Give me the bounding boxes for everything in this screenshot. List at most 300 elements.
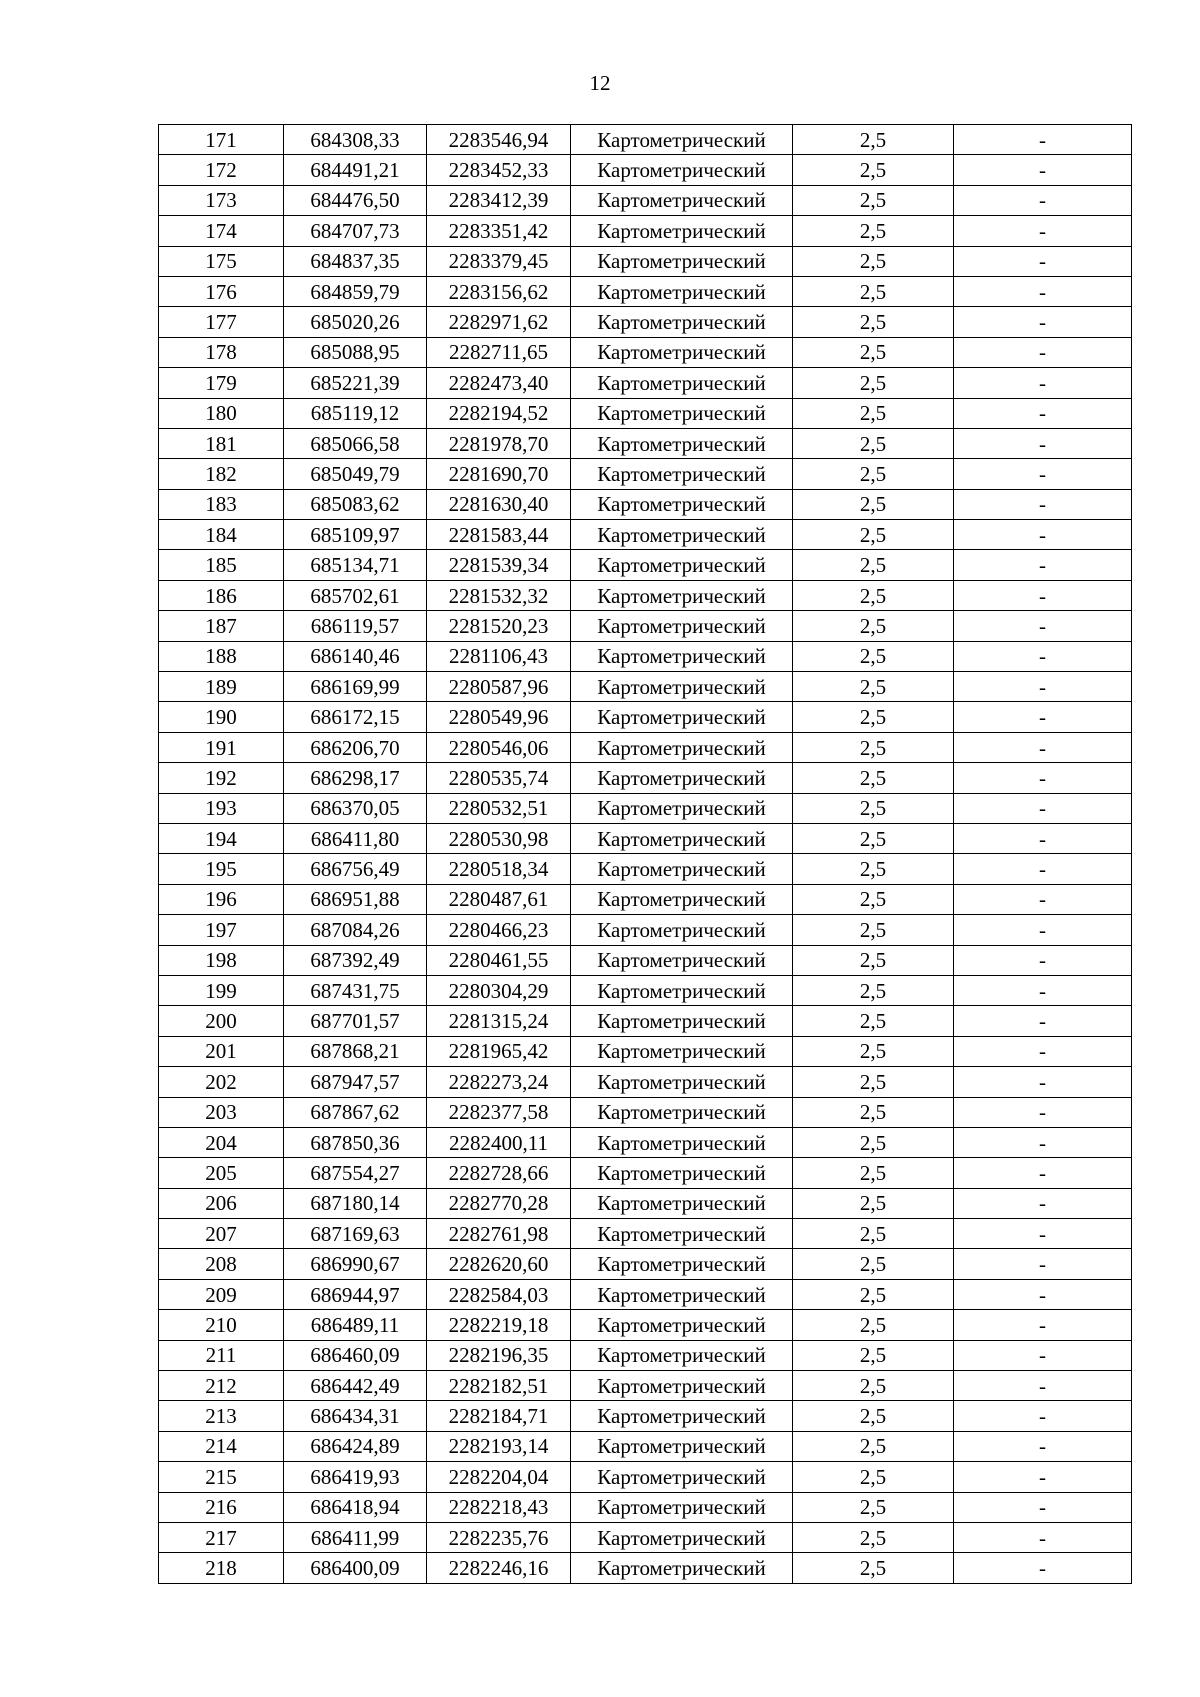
- y-coordinate-cell: 2282194,52: [427, 398, 571, 428]
- y-coordinate-cell: 2281965,42: [427, 1036, 571, 1066]
- point-number-cell: 213: [159, 1401, 284, 1431]
- description-cell: -: [954, 1431, 1132, 1461]
- x-coordinate-cell: 686169,99: [284, 672, 427, 702]
- description-cell: -: [954, 823, 1132, 853]
- table-row: [159, 854, 1132, 884]
- y-coordinate-cell: 2282770,28: [427, 1188, 571, 1218]
- accuracy-cell: 2,5: [793, 1249, 954, 1279]
- x-coordinate-cell: 687850,36: [284, 1127, 427, 1157]
- point-number-cell: 172: [159, 155, 284, 185]
- method-cell: Картометрический: [571, 915, 793, 945]
- table-row: [159, 398, 1132, 428]
- coordinates-table: [158, 124, 1132, 1584]
- point-number-cell: 203: [159, 1097, 284, 1127]
- accuracy-cell: 2,5: [793, 489, 954, 519]
- method-cell: Картометрический: [571, 975, 793, 1005]
- x-coordinate-cell: 684859,79: [284, 276, 427, 306]
- accuracy-cell: 2,5: [793, 1553, 954, 1583]
- table-row: [159, 1158, 1132, 1188]
- point-number-cell: 199: [159, 975, 284, 1005]
- x-coordinate-cell: 684837,35: [284, 246, 427, 276]
- x-coordinate-cell: 685049,79: [284, 459, 427, 489]
- point-number-cell: 186: [159, 580, 284, 610]
- y-coordinate-cell: 2281520,23: [427, 611, 571, 641]
- table-row: [159, 1036, 1132, 1066]
- accuracy-cell: 2,5: [793, 884, 954, 914]
- point-number-cell: 196: [159, 884, 284, 914]
- method-cell: Картометрический: [571, 763, 793, 793]
- point-number-cell: 190: [159, 702, 284, 732]
- method-cell: Картометрический: [571, 1097, 793, 1127]
- table-row: [159, 580, 1132, 610]
- point-number-cell: 185: [159, 550, 284, 580]
- point-number-cell: 178: [159, 337, 284, 367]
- method-cell: Картометрический: [571, 1310, 793, 1340]
- description-cell: -: [954, 1340, 1132, 1370]
- x-coordinate-cell: 686756,49: [284, 854, 427, 884]
- x-coordinate-cell: 686434,31: [284, 1401, 427, 1431]
- point-number-cell: 208: [159, 1249, 284, 1279]
- point-number-cell: 202: [159, 1067, 284, 1097]
- method-cell: Картометрический: [571, 1401, 793, 1431]
- description-cell: -: [954, 611, 1132, 641]
- accuracy-cell: 2,5: [793, 398, 954, 428]
- table-row: [159, 1553, 1132, 1583]
- description-cell: -: [954, 1067, 1132, 1097]
- table-row: [159, 489, 1132, 519]
- method-cell: Картометрический: [571, 276, 793, 306]
- point-number-cell: 206: [159, 1188, 284, 1218]
- y-coordinate-cell: 2282584,03: [427, 1279, 571, 1309]
- table-row: [159, 823, 1132, 853]
- y-coordinate-cell: 2283412,39: [427, 185, 571, 215]
- point-number-cell: 195: [159, 854, 284, 884]
- accuracy-cell: 2,5: [793, 337, 954, 367]
- y-coordinate-cell: 2282196,35: [427, 1340, 571, 1370]
- point-number-cell: 197: [159, 915, 284, 945]
- table-row: [159, 246, 1132, 276]
- table-row: [159, 763, 1132, 793]
- x-coordinate-cell: 686206,70: [284, 732, 427, 762]
- y-coordinate-cell: 2282193,14: [427, 1431, 571, 1461]
- point-number-cell: 176: [159, 276, 284, 306]
- point-number-cell: 184: [159, 520, 284, 550]
- accuracy-cell: 2,5: [793, 915, 954, 945]
- accuracy-cell: 2,5: [793, 550, 954, 580]
- table-row: [159, 672, 1132, 702]
- description-cell: -: [954, 459, 1132, 489]
- table-row: [159, 125, 1132, 155]
- point-number-cell: 173: [159, 185, 284, 215]
- point-number-cell: 201: [159, 1036, 284, 1066]
- table-row: [159, 216, 1132, 246]
- description-cell: -: [954, 732, 1132, 762]
- point-number-cell: 218: [159, 1553, 284, 1583]
- description-cell: -: [954, 155, 1132, 185]
- x-coordinate-cell: 685066,58: [284, 428, 427, 458]
- x-coordinate-cell: 687867,62: [284, 1097, 427, 1127]
- description-cell: -: [954, 398, 1132, 428]
- method-cell: Картометрический: [571, 1340, 793, 1370]
- table-row: [159, 884, 1132, 914]
- x-coordinate-cell: 687947,57: [284, 1067, 427, 1097]
- method-cell: Картометрический: [571, 641, 793, 671]
- x-coordinate-cell: 684491,21: [284, 155, 427, 185]
- accuracy-cell: 2,5: [793, 1219, 954, 1249]
- point-number-cell: 171: [159, 125, 284, 155]
- table-row: [159, 1097, 1132, 1127]
- method-cell: Картометрический: [571, 1249, 793, 1279]
- method-cell: Картометрический: [571, 1553, 793, 1583]
- method-cell: Картометрический: [571, 398, 793, 428]
- y-coordinate-cell: 2282400,11: [427, 1127, 571, 1157]
- method-cell: Картометрический: [571, 1492, 793, 1522]
- y-coordinate-cell: 2281532,32: [427, 580, 571, 610]
- coordinates-table-body: [159, 125, 1132, 1584]
- method-cell: Картометрический: [571, 1462, 793, 1492]
- description-cell: -: [954, 216, 1132, 246]
- y-coordinate-cell: 2283156,62: [427, 276, 571, 306]
- y-coordinate-cell: 2281583,44: [427, 520, 571, 550]
- table-row: [159, 459, 1132, 489]
- x-coordinate-cell: 686411,80: [284, 823, 427, 853]
- table-row: [159, 550, 1132, 580]
- y-coordinate-cell: 2282219,18: [427, 1310, 571, 1340]
- method-cell: Картометрический: [571, 793, 793, 823]
- description-cell: -: [954, 1279, 1132, 1309]
- description-cell: -: [954, 1158, 1132, 1188]
- x-coordinate-cell: 686370,05: [284, 793, 427, 823]
- table-row: [159, 793, 1132, 823]
- point-number-cell: 198: [159, 945, 284, 975]
- description-cell: -: [954, 489, 1132, 519]
- description-cell: -: [954, 1036, 1132, 1066]
- y-coordinate-cell: 2281539,34: [427, 550, 571, 580]
- method-cell: Картометрический: [571, 459, 793, 489]
- table-row: [159, 1431, 1132, 1461]
- description-cell: -: [954, 1310, 1132, 1340]
- y-coordinate-cell: 2282711,65: [427, 337, 571, 367]
- method-cell: Картометрический: [571, 1431, 793, 1461]
- accuracy-cell: 2,5: [793, 641, 954, 671]
- description-cell: -: [954, 854, 1132, 884]
- method-cell: Картометрический: [571, 1371, 793, 1401]
- x-coordinate-cell: 685221,39: [284, 368, 427, 398]
- point-number-cell: 217: [159, 1522, 284, 1552]
- x-coordinate-cell: 687084,26: [284, 915, 427, 945]
- x-coordinate-cell: 687180,14: [284, 1188, 427, 1218]
- accuracy-cell: 2,5: [793, 1279, 954, 1309]
- accuracy-cell: 2,5: [793, 1522, 954, 1552]
- y-coordinate-cell: 2280304,29: [427, 975, 571, 1005]
- accuracy-cell: 2,5: [793, 428, 954, 458]
- y-coordinate-cell: 2282273,24: [427, 1067, 571, 1097]
- point-number-cell: 216: [159, 1492, 284, 1522]
- method-cell: Картометрический: [571, 884, 793, 914]
- y-coordinate-cell: 2280532,51: [427, 793, 571, 823]
- point-number-cell: 175: [159, 246, 284, 276]
- description-cell: -: [954, 1097, 1132, 1127]
- table-row: [159, 1522, 1132, 1552]
- x-coordinate-cell: 687554,27: [284, 1158, 427, 1188]
- method-cell: Картометрический: [571, 246, 793, 276]
- x-coordinate-cell: 686298,17: [284, 763, 427, 793]
- description-cell: -: [954, 1219, 1132, 1249]
- method-cell: Картометрический: [571, 1067, 793, 1097]
- x-coordinate-cell: 685109,97: [284, 520, 427, 550]
- point-number-cell: 209: [159, 1279, 284, 1309]
- method-cell: Картометрический: [571, 672, 793, 702]
- x-coordinate-cell: 685119,12: [284, 398, 427, 428]
- method-cell: Картометрический: [571, 489, 793, 519]
- accuracy-cell: 2,5: [793, 823, 954, 853]
- description-cell: -: [954, 915, 1132, 945]
- y-coordinate-cell: 2282235,76: [427, 1522, 571, 1552]
- accuracy-cell: 2,5: [793, 1492, 954, 1522]
- x-coordinate-cell: 686140,46: [284, 641, 427, 671]
- table-row: [159, 1219, 1132, 1249]
- accuracy-cell: 2,5: [793, 125, 954, 155]
- point-number-cell: 174: [159, 216, 284, 246]
- point-number-cell: 207: [159, 1219, 284, 1249]
- point-number-cell: 212: [159, 1371, 284, 1401]
- y-coordinate-cell: 2280461,55: [427, 945, 571, 975]
- y-coordinate-cell: 2282473,40: [427, 368, 571, 398]
- accuracy-cell: 2,5: [793, 1340, 954, 1370]
- point-number-cell: 193: [159, 793, 284, 823]
- table-row: [159, 337, 1132, 367]
- point-number-cell: 181: [159, 428, 284, 458]
- y-coordinate-cell: 2281106,43: [427, 641, 571, 671]
- y-coordinate-cell: 2282971,62: [427, 307, 571, 337]
- table-row: [159, 1006, 1132, 1036]
- table-row: [159, 428, 1132, 458]
- description-cell: -: [954, 1492, 1132, 1522]
- method-cell: Картометрический: [571, 125, 793, 155]
- accuracy-cell: 2,5: [793, 975, 954, 1005]
- table-row: [159, 1492, 1132, 1522]
- y-coordinate-cell: 2282204,04: [427, 1462, 571, 1492]
- y-coordinate-cell: 2282620,60: [427, 1249, 571, 1279]
- description-cell: -: [954, 793, 1132, 823]
- accuracy-cell: 2,5: [793, 307, 954, 337]
- accuracy-cell: 2,5: [793, 702, 954, 732]
- point-number-cell: 192: [159, 763, 284, 793]
- table-row: [159, 155, 1132, 185]
- table-row: [159, 915, 1132, 945]
- y-coordinate-cell: 2281978,70: [427, 428, 571, 458]
- x-coordinate-cell: 687392,49: [284, 945, 427, 975]
- y-coordinate-cell: 2281690,70: [427, 459, 571, 489]
- y-coordinate-cell: 2282761,98: [427, 1219, 571, 1249]
- x-coordinate-cell: 685088,95: [284, 337, 427, 367]
- table-row: [159, 945, 1132, 975]
- accuracy-cell: 2,5: [793, 854, 954, 884]
- description-cell: -: [954, 368, 1132, 398]
- point-number-cell: 177: [159, 307, 284, 337]
- method-cell: Картометрический: [571, 1006, 793, 1036]
- accuracy-cell: 2,5: [793, 763, 954, 793]
- y-coordinate-cell: 2282184,71: [427, 1401, 571, 1431]
- point-number-cell: 210: [159, 1310, 284, 1340]
- x-coordinate-cell: 686400,09: [284, 1553, 427, 1583]
- y-coordinate-cell: 2282182,51: [427, 1371, 571, 1401]
- description-cell: -: [954, 1522, 1132, 1552]
- accuracy-cell: 2,5: [793, 1188, 954, 1218]
- table-row: [159, 1310, 1132, 1340]
- accuracy-cell: 2,5: [793, 793, 954, 823]
- method-cell: Картометрический: [571, 1279, 793, 1309]
- description-cell: -: [954, 1249, 1132, 1279]
- y-coordinate-cell: 2280466,23: [427, 915, 571, 945]
- x-coordinate-cell: 686489,11: [284, 1310, 427, 1340]
- page-number: 12: [589, 71, 611, 95]
- x-coordinate-cell: 686944,97: [284, 1279, 427, 1309]
- x-coordinate-cell: 687431,75: [284, 975, 427, 1005]
- point-number-cell: 187: [159, 611, 284, 641]
- point-number-cell: 183: [159, 489, 284, 519]
- accuracy-cell: 2,5: [793, 732, 954, 762]
- description-cell: -: [954, 550, 1132, 580]
- accuracy-cell: 2,5: [793, 1006, 954, 1036]
- y-coordinate-cell: 2280546,06: [427, 732, 571, 762]
- description-cell: -: [954, 1553, 1132, 1583]
- description-cell: -: [954, 580, 1132, 610]
- y-coordinate-cell: 2281315,24: [427, 1006, 571, 1036]
- x-coordinate-cell: 685702,61: [284, 580, 427, 610]
- x-coordinate-cell: 685020,26: [284, 307, 427, 337]
- accuracy-cell: 2,5: [793, 1158, 954, 1188]
- accuracy-cell: 2,5: [793, 1067, 954, 1097]
- x-coordinate-cell: 686418,94: [284, 1492, 427, 1522]
- accuracy-cell: 2,5: [793, 246, 954, 276]
- point-number-cell: 191: [159, 732, 284, 762]
- y-coordinate-cell: 2280535,74: [427, 763, 571, 793]
- y-coordinate-cell: 2280487,61: [427, 884, 571, 914]
- accuracy-cell: 2,5: [793, 672, 954, 702]
- table-row: [159, 1340, 1132, 1370]
- x-coordinate-cell: 684707,73: [284, 216, 427, 246]
- accuracy-cell: 2,5: [793, 155, 954, 185]
- x-coordinate-cell: 684476,50: [284, 185, 427, 215]
- method-cell: Картометрический: [571, 580, 793, 610]
- method-cell: Картометрический: [571, 854, 793, 884]
- accuracy-cell: 2,5: [793, 1371, 954, 1401]
- y-coordinate-cell: 2283452,33: [427, 155, 571, 185]
- y-coordinate-cell: 2282246,16: [427, 1553, 571, 1583]
- x-coordinate-cell: 686172,15: [284, 702, 427, 732]
- description-cell: -: [954, 1006, 1132, 1036]
- method-cell: Картометрический: [571, 216, 793, 246]
- description-cell: -: [954, 428, 1132, 458]
- table-row: [159, 702, 1132, 732]
- accuracy-cell: 2,5: [793, 945, 954, 975]
- method-cell: Картометрический: [571, 155, 793, 185]
- accuracy-cell: 2,5: [793, 368, 954, 398]
- x-coordinate-cell: 686442,49: [284, 1371, 427, 1401]
- description-cell: -: [954, 1188, 1132, 1218]
- accuracy-cell: 2,5: [793, 1401, 954, 1431]
- description-cell: -: [954, 520, 1132, 550]
- method-cell: Картометрический: [571, 337, 793, 367]
- table-row: [159, 276, 1132, 306]
- point-number-cell: 204: [159, 1127, 284, 1157]
- table-row: [159, 641, 1132, 671]
- x-coordinate-cell: 686119,57: [284, 611, 427, 641]
- description-cell: -: [954, 276, 1132, 306]
- description-cell: -: [954, 672, 1132, 702]
- description-cell: -: [954, 884, 1132, 914]
- y-coordinate-cell: 2280549,96: [427, 702, 571, 732]
- table-row: [159, 520, 1132, 550]
- method-cell: Картометрический: [571, 1188, 793, 1218]
- y-coordinate-cell: 2280530,98: [427, 823, 571, 853]
- point-number-cell: 215: [159, 1462, 284, 1492]
- table-row: [159, 1462, 1132, 1492]
- point-number-cell: 211: [159, 1340, 284, 1370]
- accuracy-cell: 2,5: [793, 1462, 954, 1492]
- x-coordinate-cell: 685083,62: [284, 489, 427, 519]
- description-cell: -: [954, 246, 1132, 276]
- accuracy-cell: 2,5: [793, 216, 954, 246]
- accuracy-cell: 2,5: [793, 520, 954, 550]
- point-number-cell: 180: [159, 398, 284, 428]
- description-cell: -: [954, 1371, 1132, 1401]
- method-cell: Картометрический: [571, 520, 793, 550]
- method-cell: Картометрический: [571, 702, 793, 732]
- description-cell: -: [954, 125, 1132, 155]
- x-coordinate-cell: 686411,99: [284, 1522, 427, 1552]
- method-cell: Картометрический: [571, 307, 793, 337]
- table-row: [159, 1401, 1132, 1431]
- x-coordinate-cell: 686990,67: [284, 1249, 427, 1279]
- description-cell: -: [954, 185, 1132, 215]
- method-cell: Картометрический: [571, 1522, 793, 1552]
- table-row: [159, 1127, 1132, 1157]
- point-number-cell: 214: [159, 1431, 284, 1461]
- table-row: [159, 185, 1132, 215]
- table-row: [159, 1067, 1132, 1097]
- accuracy-cell: 2,5: [793, 1127, 954, 1157]
- point-number-cell: 189: [159, 672, 284, 702]
- method-cell: Картометрический: [571, 823, 793, 853]
- x-coordinate-cell: 686951,88: [284, 884, 427, 914]
- description-cell: -: [954, 702, 1132, 732]
- x-coordinate-cell: 687169,63: [284, 1219, 427, 1249]
- x-coordinate-cell: 687701,57: [284, 1006, 427, 1036]
- description-cell: -: [954, 1401, 1132, 1431]
- method-cell: Картометрический: [571, 550, 793, 580]
- method-cell: Картометрический: [571, 611, 793, 641]
- method-cell: Картометрический: [571, 1219, 793, 1249]
- y-coordinate-cell: 2281630,40: [427, 489, 571, 519]
- y-coordinate-cell: 2283546,94: [427, 125, 571, 155]
- x-coordinate-cell: 686460,09: [284, 1340, 427, 1370]
- table-row: [159, 1279, 1132, 1309]
- accuracy-cell: 2,5: [793, 1431, 954, 1461]
- table-row: [159, 975, 1132, 1005]
- accuracy-cell: 2,5: [793, 611, 954, 641]
- accuracy-cell: 2,5: [793, 1097, 954, 1127]
- x-coordinate-cell: 687868,21: [284, 1036, 427, 1066]
- method-cell: Картометрический: [571, 945, 793, 975]
- description-cell: -: [954, 945, 1132, 975]
- y-coordinate-cell: 2282728,66: [427, 1158, 571, 1188]
- table-row: [159, 1188, 1132, 1218]
- y-coordinate-cell: 2280587,96: [427, 672, 571, 702]
- method-cell: Картометрический: [571, 732, 793, 762]
- accuracy-cell: 2,5: [793, 185, 954, 215]
